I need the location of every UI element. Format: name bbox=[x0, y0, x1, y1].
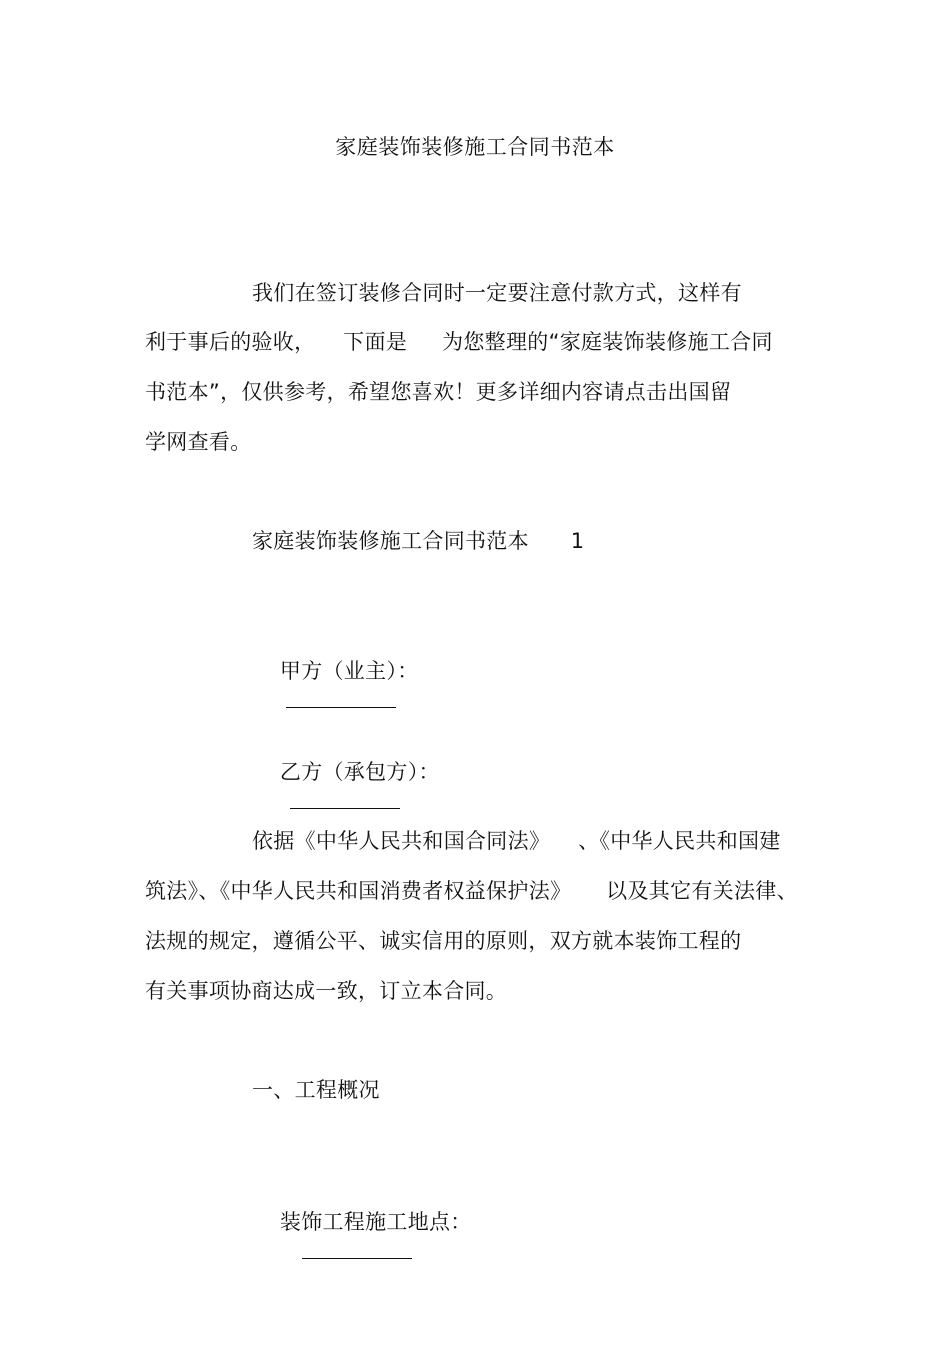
party-b-blank bbox=[290, 788, 400, 809]
sample-subtitle: 家庭装饰装修施工合同书范本 1 bbox=[252, 529, 585, 553]
basis-line-4: 有关事项协商达成一致，订立本合同。 bbox=[145, 979, 508, 1003]
intro-line-3: 书范本”，仅供参考，希望您喜欢！更多详细内容请点击出国留 bbox=[145, 380, 732, 404]
party-a-blank bbox=[286, 687, 396, 708]
intro-line-4: 学网查看。 bbox=[145, 430, 252, 454]
site-row bbox=[252, 1177, 472, 1297]
intro-line-1: 我们在签订装修合同时一定要注意付款方式，这样有 bbox=[252, 281, 742, 305]
site-blank bbox=[302, 1238, 412, 1259]
party-a-label: 甲方（业主）： bbox=[279, 659, 419, 683]
party-b-label: 乙方（承包方）： bbox=[279, 760, 440, 784]
site-label: 装饰工程施工地点： bbox=[279, 1210, 472, 1234]
basis-line-3: 法规的规定，遵循公平、诚实信用的原则，双方就本装饰工程的 bbox=[145, 929, 742, 953]
basis-line-1: 依据《中华人民共和国合同法》 、《中华人民共和国建 bbox=[252, 829, 781, 853]
basis-line-2: 筑法》、《中华人民共和国消费者权益保护法》 以及其它有关法律、 bbox=[145, 879, 798, 903]
section-one-heading: 一、工程概况 bbox=[252, 1078, 380, 1102]
intro-line-2: 利于事后的验收， 下面是 为您整理的“家庭装饰装修施工合同 bbox=[145, 330, 773, 354]
document-title: 家庭装饰装修施工合同书范本 bbox=[335, 135, 615, 159]
